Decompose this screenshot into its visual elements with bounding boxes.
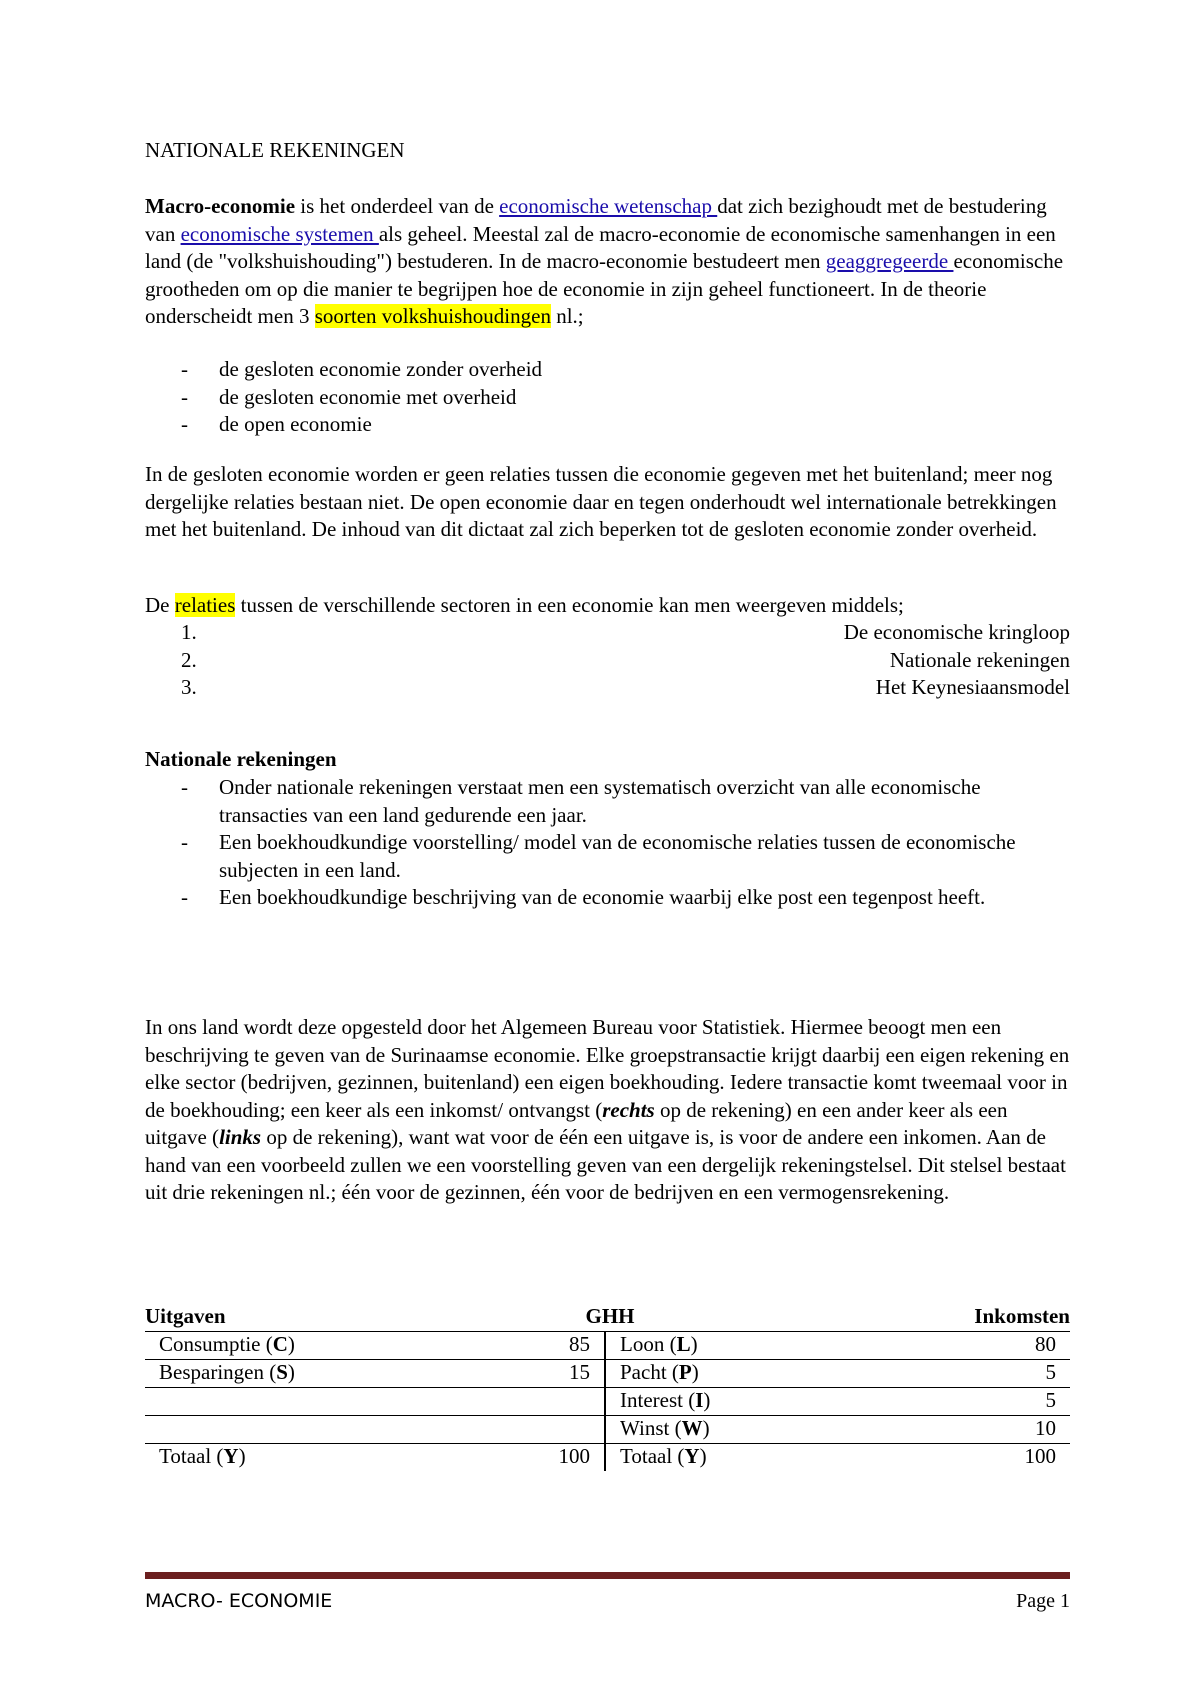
footer-divider [145, 1572, 1070, 1579]
section-heading: Nationale rekeningen [145, 747, 337, 771]
header-uitgaven: Uitgaven [145, 1304, 445, 1332]
intro-term: Macro-economie [145, 194, 296, 218]
list-item: - Een boekhoudkundige beschrijving van de economie waarbij elke post een tegenpost heeft. [181, 885, 986, 909]
methods-list [145, 619, 1084, 702]
table-total-row: Totaal (Y) 100 Totaal (Y) 100 [145, 1444, 1070, 1472]
table-row: Winst (W) 10 [145, 1416, 1070, 1444]
page-footer [145, 1590, 1070, 1612]
table-header-row [145, 1304, 1070, 1332]
highlight-soorten-volkshuishoudingen: soorten volkshuishoudingen [314, 304, 551, 328]
list-item: - de gesloten economie met overheid [181, 384, 517, 409]
list-item: - de gesloten economie zonder overheid [181, 357, 543, 381]
link-economische-wetenschap[interactable]: economische wetenschap [499, 194, 718, 218]
link-geaggregeerde[interactable]: geaggregeerde [825, 249, 954, 273]
page-title: NATIONALE REKENINGEN [145, 138, 405, 162]
list-item: - Onder nationale rekeningen verstaat men een systematisch overzicht van alle economische transacties van een land gedurende een jaar. [181, 775, 981, 827]
footer-course-title: MACRO- ECONOMIE [145, 1590, 333, 1612]
closed-economy-paragraph: In de gesloten economie worden er geen relaties tussen die economie gegeven met het buitenland; meer nog dergelijke relaties bestaan niet. De open economie daar en tegen onderhoudt wel internationale betrekkingen met het buitenland. De inhoud van dit dictaat zal zich beperken tot de gesloten economie zonder overheid. [145, 462, 1057, 541]
list-item: - de open economie [181, 412, 372, 436]
bold-rechts: rechts [602, 1097, 655, 1122]
intro-paragraph [145, 193, 1070, 331]
economy-types-list [145, 356, 1070, 439]
relations-paragraph: De relaties tussen de verschillende sectoren in een economie kan men weergeven middels; [145, 593, 904, 617]
list-item: 3. Het Keynesiaansmodel [181, 675, 1070, 699]
list-item: 1. De economische kringloop [181, 620, 1070, 644]
table-row: Besparingen (S) 15 Pacht (P) 5 [145, 1360, 1070, 1388]
table-row: Consumptie (C) 85 Loon (L) 80 [145, 1332, 1070, 1360]
highlight-relaties: relaties [174, 593, 236, 617]
intro-text-2: dat zich bezighoudt met de bestudering van [145, 194, 1047, 246]
intro-text-1: is het onderdeel van de [295, 194, 500, 218]
intro-text-3: als geheel. Meestal zal de macro-economie de economische samenhangen in een land (de "volkshuishouding") bestuderen. In de macro-economie bestudeert men [145, 221, 1056, 273]
header-ghh: GHH [445, 1304, 905, 1332]
bold-links: links [219, 1125, 262, 1149]
link-economische-systemen[interactable]: economische systemen [180, 221, 379, 246]
list-item: 2. Nationale rekeningen [181, 647, 1070, 672]
header-inkomsten: Inkomsten [905, 1304, 1070, 1332]
page-number: Page 1 [1016, 1590, 1070, 1612]
list-item: - Een boekhoudkundige voorstelling/ model van de economische relaties tussen de economische subjecten in een land. [181, 830, 1016, 882]
table-row: Interest (I) 5 [145, 1388, 1070, 1416]
ghh-account-table [145, 1304, 1070, 1471]
intro-text-5: nl.; [550, 304, 584, 328]
intro-text-4: economische grootheden om op die manier te begrijpen hoe de economie in zijn geheel functioneert. In de theorie onderscheidt men 3 [145, 249, 1064, 328]
definitions-list [145, 774, 1070, 912]
abs-paragraph: In ons land wordt deze opgesteld door het Algemeen Bureau voor Statistiek. Hiermee beoogt men een beschrijving te geven van de Surinaamse economie. Elke groepstransactie krijgt daarbij een eigen rekening en elke sector (bedrijven, gezinnen, buitenland) een eigen boekhouding. Iedere transactie komt tweemaal voor in de boekhouding; een keer als een inkomst/ ontvangst (rechts op de rekening) en een ander keer als een uitgave (links op de rekening), want wat voor de één een uitgave is, is voor de andere een inkomen. Aan de hand van een voorbeeld zullen we een voorstelling geven van een dergelijk rekeningstelsel. Dit stelsel bestaat uit drie rekeningen nl.; één voor de gezinnen, één voor de bedrijven en een vermogensrekening. [145, 1015, 1070, 1204]
